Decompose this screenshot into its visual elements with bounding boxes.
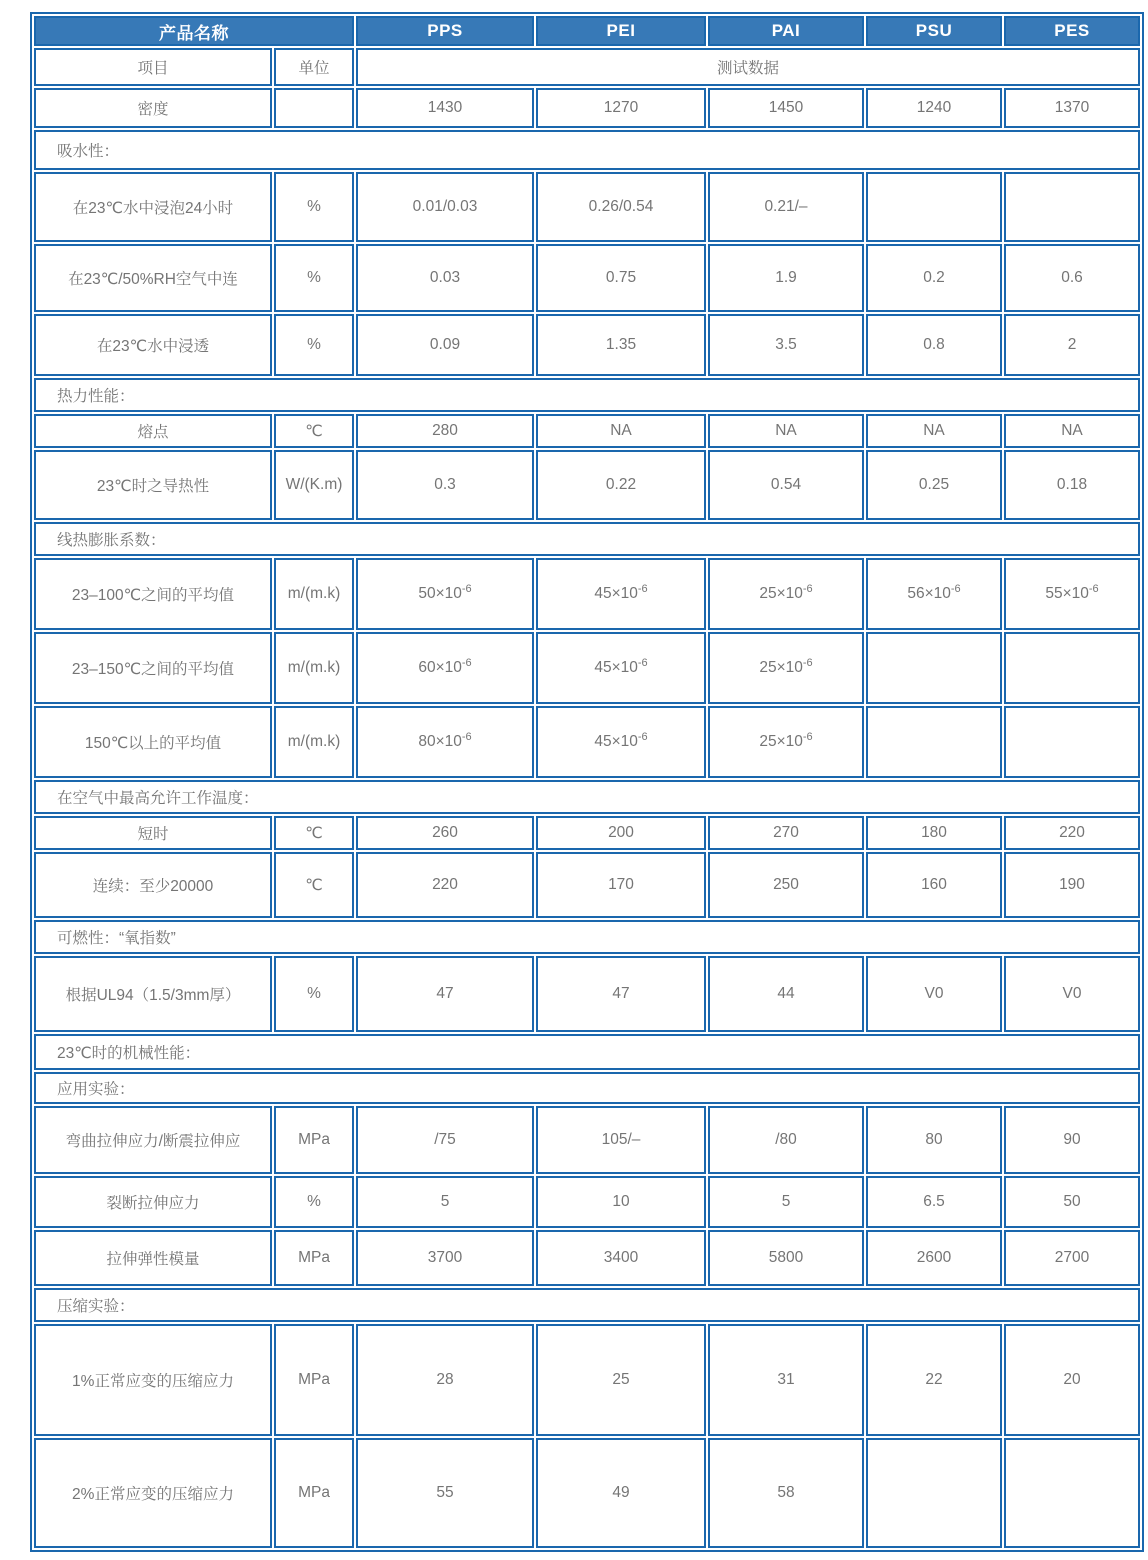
value-cell: 25 (536, 1324, 706, 1436)
unit-cell: ℃ (274, 816, 354, 850)
value-cell: 0.09 (356, 314, 534, 376)
value-cell: $55\times 10^{-6}$ (1004, 558, 1140, 630)
row-label-cell: 弯曲拉伸应力/断震拉伸应 (34, 1106, 272, 1174)
unit-cell: m/(m.k) (274, 558, 354, 630)
spec-table (30, 12, 1144, 1552)
superscript-exponent: -6 (950, 582, 961, 595)
value-cell: 1270 (536, 88, 706, 128)
value-cell: 80 (866, 1106, 1002, 1174)
row-label-cell: 23–100℃之间的平均值 (34, 558, 272, 630)
unit-cell: MPa (274, 1230, 354, 1286)
superscript-exponent: -6 (637, 582, 648, 595)
superscript-exponent: -6 (637, 656, 648, 669)
value-cell (866, 706, 1002, 778)
value-cell: 160 (866, 852, 1002, 918)
value-cell: 170 (536, 852, 706, 918)
value-cell: 50 (1004, 1176, 1140, 1228)
value-cell: NA (536, 414, 706, 448)
value-cell: $25\times 10^{-6}$ (708, 632, 864, 704)
value-cell: 0.03 (356, 244, 534, 312)
value-cell (1004, 706, 1140, 778)
value-cell: 49 (536, 1438, 706, 1548)
value-cell: 55 (356, 1438, 534, 1548)
unit-cell: ℃ (274, 852, 354, 918)
data-row (34, 450, 1140, 520)
value-cell: 260 (356, 816, 534, 850)
value-cell: 20 (1004, 1324, 1140, 1436)
unit-cell: m/(m.k) (274, 632, 354, 704)
value-cell: 58 (708, 1438, 864, 1548)
product-header-cell-psu: PSU (866, 16, 1002, 46)
value-cell: 47 (356, 956, 534, 1032)
unit-cell (274, 88, 354, 128)
data-row (34, 632, 1140, 704)
unit-cell: MPa (274, 1324, 354, 1436)
value-cell: 1370 (1004, 88, 1140, 128)
value-cell: 105/– (536, 1106, 706, 1174)
value-cell: 0.75 (536, 244, 706, 312)
data-row (34, 414, 1140, 448)
row-label-cell: 在23℃水中浸泡24小时 (34, 172, 272, 242)
row-label-cell: 在23℃水中浸透 (34, 314, 272, 376)
product-header-cell-pps: PPS (356, 16, 534, 46)
data-row (34, 314, 1140, 376)
value-cell: $50\times 10^{-6}$ (356, 558, 534, 630)
value-cell: 5 (708, 1176, 864, 1228)
value-cell: 0.6 (1004, 244, 1140, 312)
value-cell: 3700 (356, 1230, 534, 1286)
superscript-exponent: -6 (637, 730, 648, 743)
row-label-cell: 连续：至少20000 (34, 852, 272, 918)
row-label-cell: 拉伸弹性模量 (34, 1230, 272, 1286)
section-row (34, 378, 1140, 412)
section-row (34, 1034, 1140, 1070)
section-row (34, 130, 1140, 170)
value-cell: 270 (708, 816, 864, 850)
value-cell: 2700 (1004, 1230, 1140, 1286)
product-header-cell-pes: PES (1004, 16, 1140, 46)
row-label-cell: 23–150℃之间的平均值 (34, 632, 272, 704)
value-cell: 0.01/0.03 (356, 172, 534, 242)
section-row (34, 522, 1140, 556)
product-name-header-cell: 产品名称 (34, 16, 354, 46)
superscript-exponent: -6 (461, 582, 472, 595)
value-cell: NA (866, 414, 1002, 448)
value-cell: NA (708, 414, 864, 448)
section-label-cell: 热力性能： (34, 378, 1140, 412)
value-cell: V0 (866, 956, 1002, 1032)
value-cell: 6.5 (866, 1176, 1002, 1228)
value-cell: 28 (356, 1324, 534, 1436)
row-label-cell: 短时 (34, 816, 272, 850)
data-row (34, 1176, 1140, 1228)
superscript-exponent: -6 (1088, 582, 1099, 595)
data-row (34, 1438, 1140, 1548)
value-cell: 90 (1004, 1106, 1140, 1174)
unit-cell: ℃ (274, 414, 354, 448)
value-cell: 5 (356, 1176, 534, 1228)
value-cell (866, 632, 1002, 704)
value-cell: 1.35 (536, 314, 706, 376)
subheader-row (34, 48, 1140, 86)
value-cell: 0.8 (866, 314, 1002, 376)
section-label-cell: 压缩实验： (34, 1288, 1140, 1322)
value-cell: 2600 (866, 1230, 1002, 1286)
section-label-cell: 可燃性：“氧指数” (34, 920, 1140, 954)
section-row (34, 1288, 1140, 1322)
value-cell: /80 (708, 1106, 864, 1174)
superscript-exponent: -6 (461, 656, 472, 669)
section-row (34, 1072, 1140, 1104)
section-row (34, 920, 1140, 954)
value-cell: 220 (1004, 816, 1140, 850)
value-cell: 200 (536, 816, 706, 850)
value-cell (1004, 1438, 1140, 1548)
section-label-cell: 线热膨胀系数： (34, 522, 1140, 556)
value-cell: 280 (356, 414, 534, 448)
unit-cell: m/(m.k) (274, 706, 354, 778)
superscript-exponent: -6 (802, 582, 813, 595)
row-label-cell: 在23℃/50%RH空气中连 (34, 244, 272, 312)
value-cell (1004, 632, 1140, 704)
section-row (34, 780, 1140, 814)
value-cell: 220 (356, 852, 534, 918)
data-row (34, 1324, 1140, 1436)
value-cell: 1.9 (708, 244, 864, 312)
value-cell: 0.18 (1004, 450, 1140, 520)
value-cell: 1430 (356, 88, 534, 128)
value-cell: 1240 (866, 88, 1002, 128)
value-cell: 1450 (708, 88, 864, 128)
product-header-cell-pai: PAI (708, 16, 864, 46)
superscript-exponent: -6 (802, 730, 813, 743)
value-cell: 0.54 (708, 450, 864, 520)
test-data-header-cell: 测试数据 (356, 48, 1140, 86)
data-row (34, 1106, 1140, 1174)
section-label-cell: 23℃时的机械性能： (34, 1034, 1140, 1070)
row-label-cell: 裂断拉伸应力 (34, 1176, 272, 1228)
section-label-cell: 应用实验： (34, 1072, 1140, 1104)
value-cell: 250 (708, 852, 864, 918)
data-row (34, 852, 1140, 918)
superscript-exponent: -6 (461, 730, 472, 743)
value-cell: NA (1004, 414, 1140, 448)
unit-cell: MPa (274, 1106, 354, 1174)
value-cell: 0.25 (866, 450, 1002, 520)
value-cell: 31 (708, 1324, 864, 1436)
unit-cell: % (274, 956, 354, 1032)
value-cell: $25\times 10^{-6}$ (708, 558, 864, 630)
product-header-cell-pei: PEI (536, 16, 706, 46)
value-cell (866, 172, 1002, 242)
row-label-cell: 根据UL94（1.5/3mm厚） (34, 956, 272, 1032)
value-cell: V0 (1004, 956, 1140, 1032)
value-cell: 0.26/0.54 (536, 172, 706, 242)
value-cell: 2 (1004, 314, 1140, 376)
value-cell: 0.3 (356, 450, 534, 520)
value-cell: 3400 (536, 1230, 706, 1286)
value-cell: 22 (866, 1324, 1002, 1436)
unit-cell: % (274, 244, 354, 312)
header-row (34, 16, 1140, 46)
unit-cell: % (274, 314, 354, 376)
value-cell: $45\times 10^{-6}$ (536, 632, 706, 704)
value-cell: 5800 (708, 1230, 864, 1286)
value-cell: 44 (708, 956, 864, 1032)
data-row (34, 244, 1140, 312)
unit-cell: W/(K.m) (274, 450, 354, 520)
value-cell: 10 (536, 1176, 706, 1228)
value-cell: 190 (1004, 852, 1140, 918)
row-label-cell: 150℃以上的平均值 (34, 706, 272, 778)
value-cell: 180 (866, 816, 1002, 850)
section-label-cell: 在空气中最高允许工作温度： (34, 780, 1140, 814)
value-cell: $45\times 10^{-6}$ (536, 706, 706, 778)
value-cell: 0.21/– (708, 172, 864, 242)
superscript-exponent: -6 (802, 656, 813, 669)
row-label-cell: 密度 (34, 88, 272, 128)
value-cell: 47 (536, 956, 706, 1032)
value-cell: 3.5 (708, 314, 864, 376)
unit-cell: % (274, 1176, 354, 1228)
value-cell: $25\times 10^{-6}$ (708, 706, 864, 778)
data-row (34, 172, 1140, 242)
value-cell: 0.2 (866, 244, 1002, 312)
value-cell: $60\times 10^{-6}$ (356, 632, 534, 704)
data-row (34, 706, 1140, 778)
item-header-cell: 项目 (34, 48, 272, 86)
section-label-cell: 吸水性： (34, 130, 1140, 170)
value-cell (866, 1438, 1002, 1548)
value-cell (1004, 172, 1140, 242)
value-cell: 0.22 (536, 450, 706, 520)
data-row (34, 88, 1140, 128)
unit-cell: MPa (274, 1438, 354, 1548)
value-cell: $45\times 10^{-6}$ (536, 558, 706, 630)
data-row (34, 816, 1140, 850)
value-cell: $80\times 10^{-6}$ (356, 706, 534, 778)
value-cell: $56\times 10^{-6}$ (866, 558, 1002, 630)
row-label-cell: 熔点 (34, 414, 272, 448)
data-row (34, 1230, 1140, 1286)
row-label-cell: 1%正常应变的压缩应力 (34, 1324, 272, 1436)
row-label-cell: 2%正常应变的压缩应力 (34, 1438, 272, 1548)
unit-cell: % (274, 172, 354, 242)
value-cell: /75 (356, 1106, 534, 1174)
unit-header-cell: 单位 (274, 48, 354, 86)
data-row (34, 956, 1140, 1032)
data-row (34, 558, 1140, 630)
row-label-cell: 23℃时之导热性 (34, 450, 272, 520)
